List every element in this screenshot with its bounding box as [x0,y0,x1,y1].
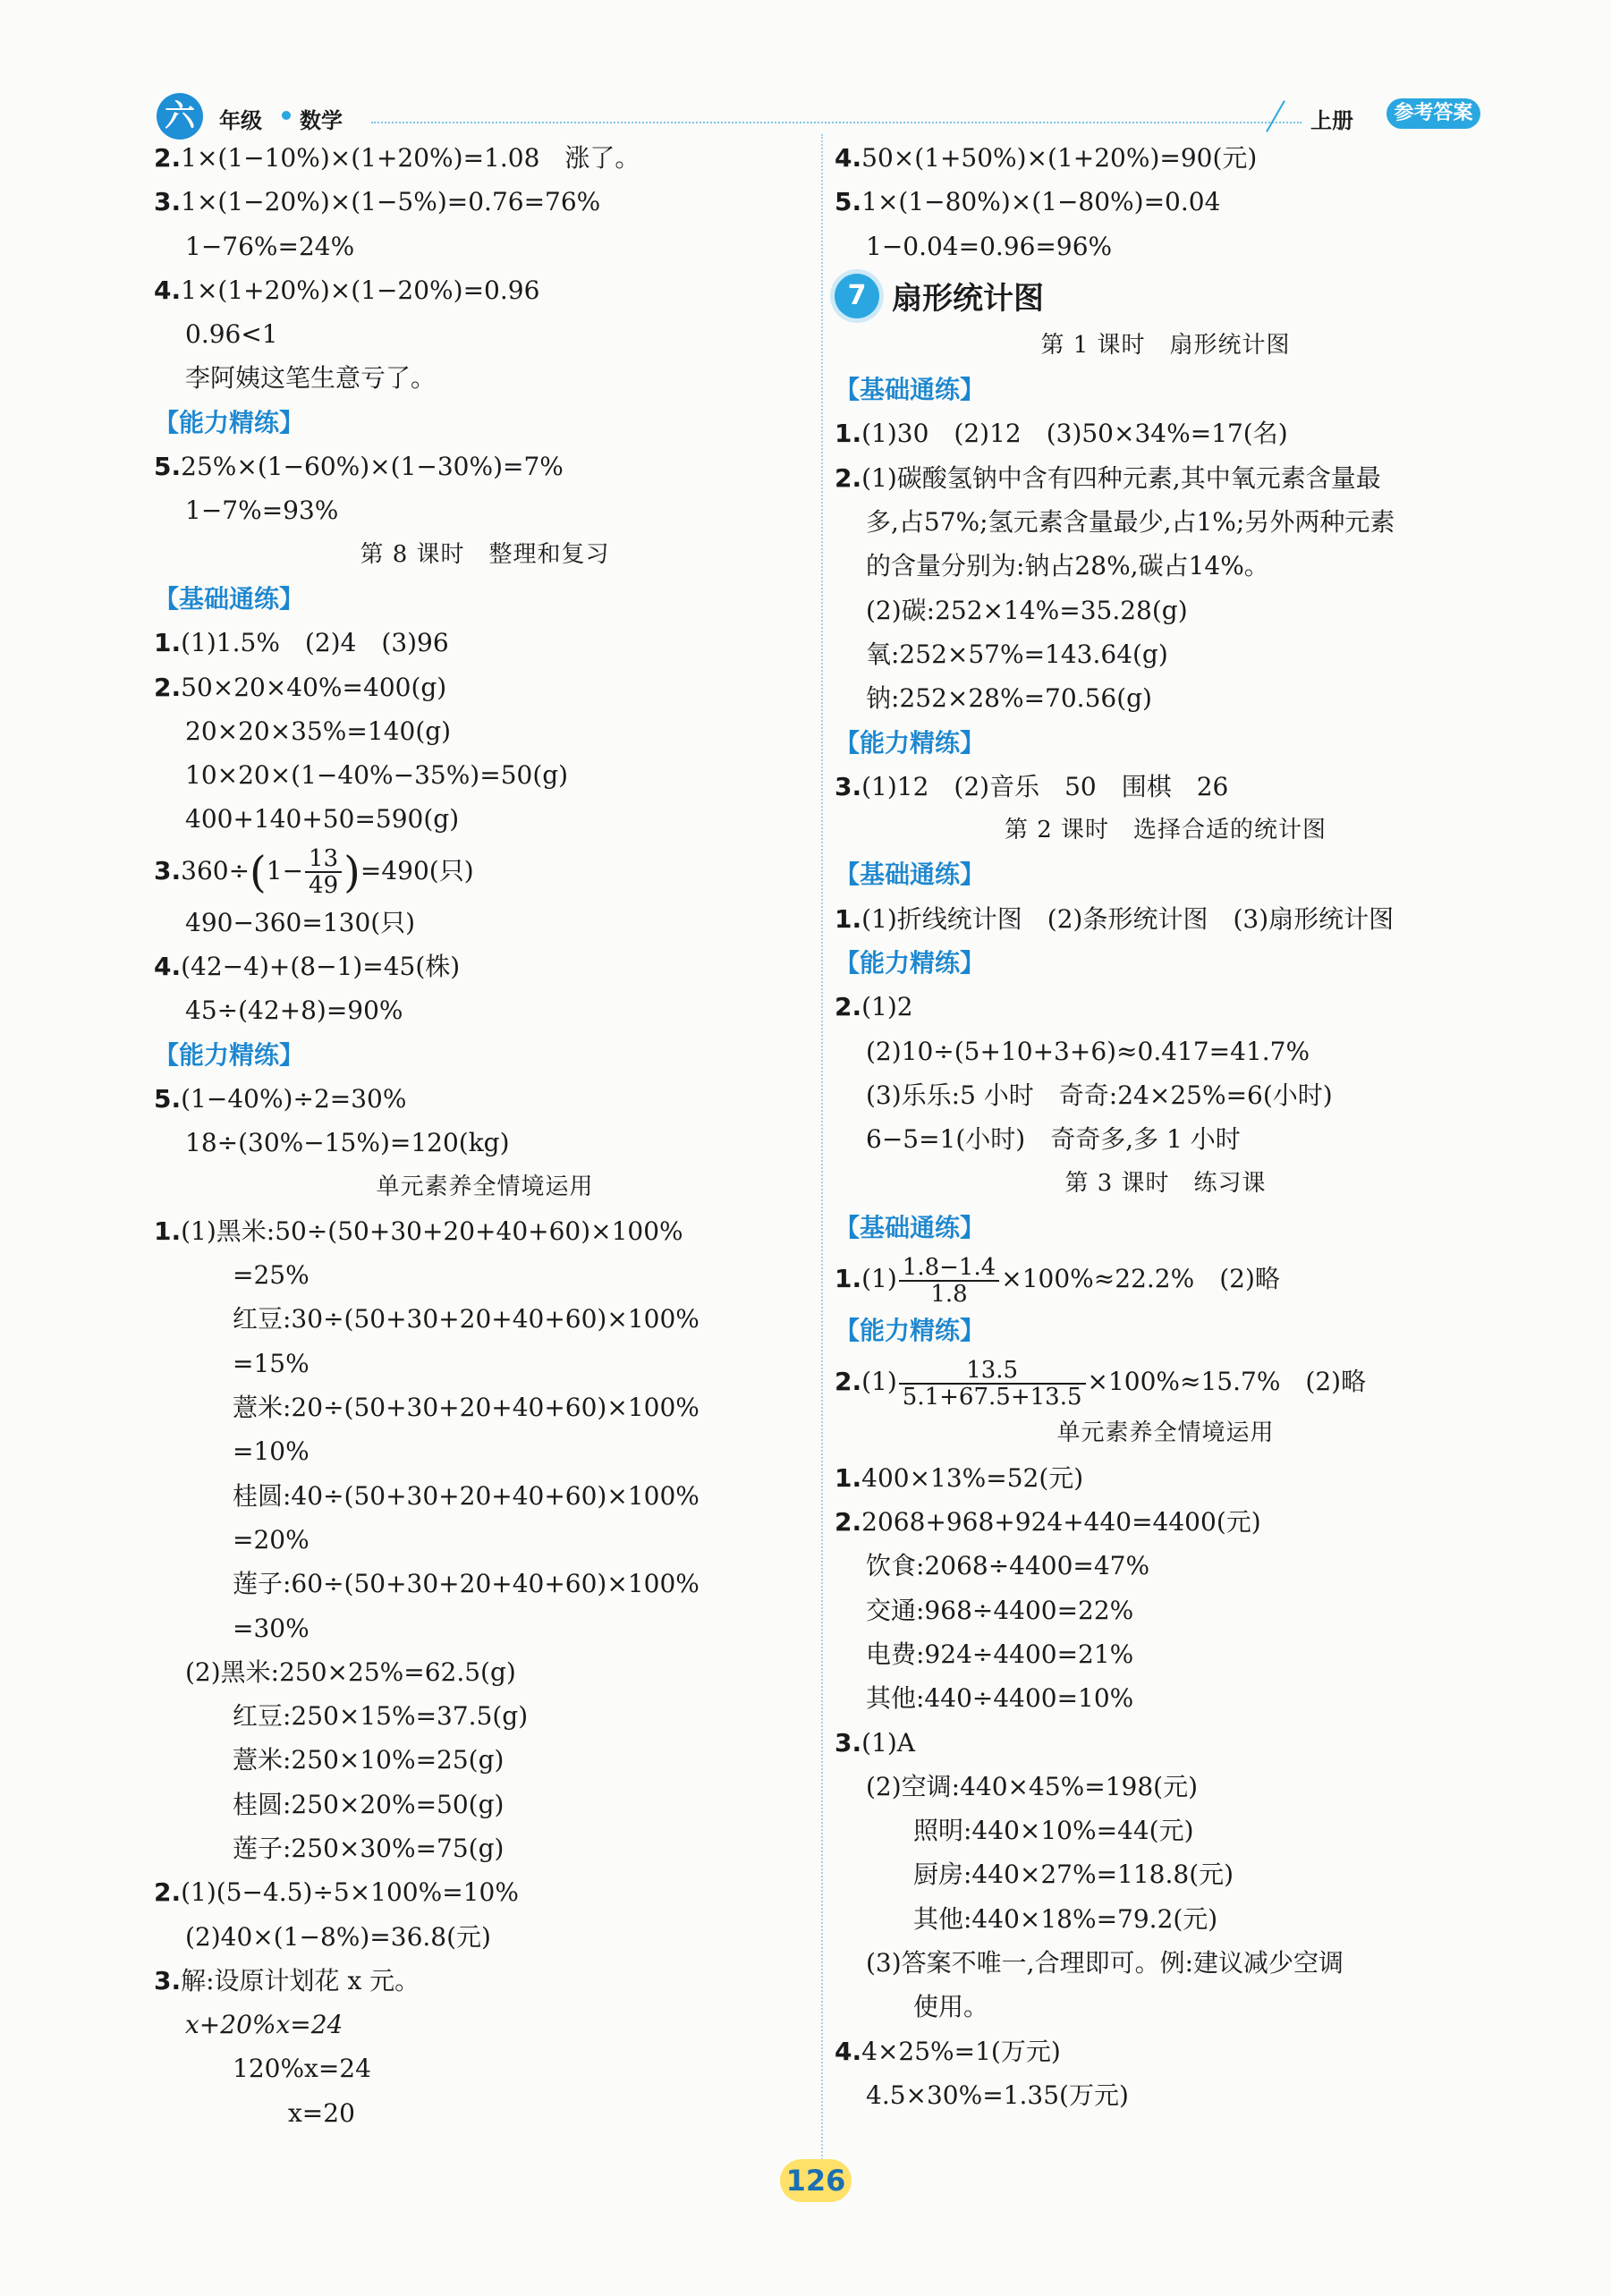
section-title: 扇形统计图 [892,281,1044,318]
page-number: 126 [780,2159,852,2202]
answer-line: 莲子:250×30%=75(g) [233,1833,504,1863]
right-column [835,136,1497,2117]
answer-line: 李阿姨这笔生意亏了。 [185,363,437,394]
answer-line: 电费:924÷4400=21% [866,1639,1134,1669]
grade-label: 年级 [219,108,262,133]
answer-line: (2)10÷(5+10+3+6)≈0.417=41.7% [866,1036,1310,1066]
answer-line: 交通:968÷4400=22% [866,1595,1134,1625]
answer-line: 3.(1)A [835,1727,916,1758]
answer-line: 厨房:440×27%=118.8(元) [913,1860,1234,1890]
answer-line: 5.25%×(1−60%)×(1−30%)=7% [154,452,564,482]
answer-line: 2.(1)(5−4.5)÷5×100%=10% [154,1877,519,1908]
volume-label: 上册 [1310,108,1353,133]
fraction: $\frac{13.5}{5.1+67.5+13.5}$ [899,1358,1086,1410]
answer-line: 4.(42−4)+(8−1)=45(株) [154,952,461,982]
answer-line: 3.1×(1−20%)×(1−5%)=0.76=76% [154,187,601,217]
answer-line: 红豆:30÷(50+30+20+40+60)×100% [233,1304,700,1334]
answer-line: 6−5=1(小时) 奇奇多,多 1 小时 [866,1124,1241,1155]
answer-line: 120%x=24 [233,2054,371,2084]
section-tag: 【基础通练】 [835,375,986,405]
answer-badge: 参考答案 [1386,98,1480,129]
answer-line: 使用。 [913,1992,989,2022]
answer-line: 400+140+50=590(g) [185,804,460,835]
answer-line: =20% [233,1524,309,1555]
answer-line: 薏米:20÷(50+30+20+40+60)×100% [233,1393,700,1423]
section-header [835,268,1497,324]
answer-line: =15% [233,1348,309,1378]
answer-line: 2.2068+968+924+440=4400(元) [835,1507,1261,1538]
answer-line: 薏米:250×10%=25(g) [233,1745,504,1775]
answer-line: 45÷(42+8)=90% [185,995,403,1026]
answer-line: 3.(1)12 (2)音乐 50 围棋 26 [835,771,1229,801]
header-rule [371,122,1302,123]
section-tag: 【能力精练】 [835,948,986,979]
answer-line: x=20 [288,2097,355,2128]
answer-line: 10×20×(1−40%−35%)=50(g) [185,760,569,791]
answer-line: 2.1×(1−10%)×(1+20%)=1.08 涨了。 [154,143,640,173]
answer-line: =10% [233,1436,309,1467]
answer-line: 1.(1)折线统计图 (2)条形统计图 (3)扇形统计图 [835,903,1395,934]
left-column [154,136,816,2135]
section-tag: 【基础通练】 [154,583,305,614]
answer-line: =30% [233,1613,309,1643]
section-tag: 【基础通练】 [835,860,986,890]
answer-line: (3)乐乐:5 小时 奇奇:24×25%=6(小时) [866,1080,1333,1110]
grade-badge: 六 [157,93,203,140]
answer-line: 1.(1)1.5% (2)4 (3)96 [154,628,449,658]
answer-line: 18÷(30%−15%)=120(kg) [185,1128,510,1158]
answer-line: (2)空调:440×45%=198(元) [866,1771,1198,1801]
answer-line: 2.(1)2 [835,992,913,1022]
answer-line: 饮食:2068÷4400=47% [866,1551,1150,1581]
answer-line: 4.5×30%=1.35(万元) [866,2080,1129,2110]
answer-line: 20×20×35%=140(g) [185,716,452,746]
answer-line: 桂圆:250×20%=50(g) [233,1789,504,1819]
answer-line: 5.1×(1−80%)×(1−80%)=0.04 [835,187,1221,217]
answer-line: 其他:440×18%=79.2(元) [913,1903,1218,1934]
page-header [157,89,1480,143]
answer-line: 1.400×13%=52(元) [835,1462,1084,1493]
unit-title: 单元素养全情境运用 [1056,1419,1275,1447]
answer-line: 5.(1−40%)÷2=30% [154,1083,407,1114]
answer-line: 钠:252×28%=70.56(g) [866,683,1152,714]
answer-line: 490−360=130(只) [185,907,416,937]
section-number-badge: 7 [835,274,879,318]
answer-line: 多,占57%;氢元素含量最少,占1%;另外两种元素 [866,507,1395,538]
answer-line-fraction: 2.(1) $\frac{13.5}{5.1+67.5+13.5}$ ×100%≈15.7% (2)略 [835,1356,1367,1411]
lesson-title: 第 8 课时 整理和复习 [360,540,610,568]
answer-line: 照明:440×10%=44(元) [913,1816,1194,1846]
answer-line-fraction: 3.360÷(1− $\frac{13}{49}$ )=490(只) [154,845,474,900]
column-divider [821,134,823,2173]
lesson-title: 第 3 课时 练习课 [1064,1169,1267,1197]
answer-line: (2)黑米:250×25%=62.5(g) [185,1656,516,1687]
header-slash [1266,100,1285,132]
subject-label: 数学 [300,108,343,133]
answer-line: 的含量分别为:钠占28%,碳占14%。 [866,551,1269,581]
answer-line: (2)40×(1−8%)=36.8(元) [185,1921,491,1952]
answer-line: 桂圆:40÷(50+30+20+40+60)×100% [233,1480,700,1511]
answer-line: 0.96<1 [185,319,278,350]
section-tag: 【能力精练】 [154,407,305,437]
answer-line: (2)碳:252×14%=35.28(g) [866,595,1188,625]
answer-line: 1−0.04=0.96=96% [866,231,1113,261]
answer-line: 2.50×20×40%=400(g) [154,672,447,702]
section-tag: 【能力精练】 [835,1316,986,1346]
lesson-title: 第 1 课时 扇形统计图 [1040,331,1291,359]
answer-line: 1.(1)30 (2)12 (3)50×34%=17(名) [835,419,1288,449]
answer-line: 3.解:设原计划花 x 元。 [154,1965,420,1995]
section-tag: 【能力精练】 [835,727,986,758]
answer-line: 1−7%=93% [185,496,339,526]
unit-title: 单元素养全情境运用 [376,1173,594,1200]
answer-line: 红豆:250×15%=37.5(g) [233,1701,529,1732]
answer-line: 莲子:60÷(50+30+20+40+60)×100% [233,1569,700,1599]
answer-line: 4.4×25%=1(万元) [835,2036,1061,2066]
fraction: $\frac{1.8-1.4}{1.8}$ [899,1255,999,1307]
answer-line: x+20%x=24 [185,2010,343,2040]
fraction: $\frac{13}{49}$ [305,846,342,898]
answer-line: =25% [233,1260,309,1291]
answer-line: 氧:252×57%=143.64(g) [866,639,1168,669]
answer-line: 4.50×(1+50%)×(1+20%)=90(元) [835,143,1258,173]
section-tag: 【基础通练】 [835,1212,986,1242]
answer-line: 4.1×(1+20%)×(1−20%)=0.96 [154,275,540,305]
answer-line: (3)答案不唯一,合理即可。例:建议减少空调 [866,1947,1344,1978]
answer-line: 1−76%=24% [185,231,355,261]
answer-line: 其他:440÷4400=10% [866,1683,1134,1714]
answer-line: 1.(1)黑米:50÷(50+30+20+40+60)×100% [154,1216,683,1246]
answer-line-fraction: 1.(1) $\frac{1.8-1.4}{1.8}$ ×100%≈22.2% (2)略 [835,1253,1280,1308]
lesson-title: 第 2 课时 选择合适的统计图 [1004,817,1327,844]
section-tag: 【能力精练】 [154,1039,305,1070]
separator-dot [282,111,291,120]
answer-line: 2.(1)碳酸氢钠中含有四种元素,其中氧元素含量最 [835,462,1381,493]
